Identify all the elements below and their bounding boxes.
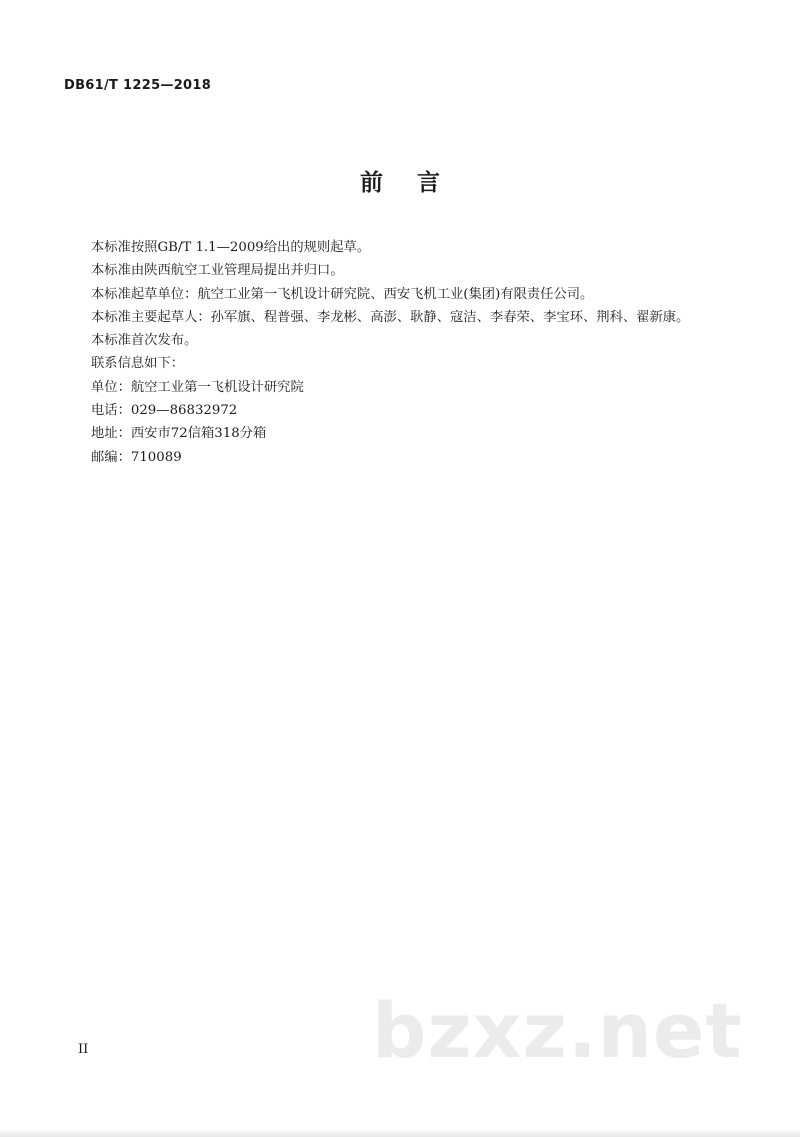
page-number: II: [78, 1042, 89, 1057]
paragraph-drafting-units: 本标准起草单位：航空工业第一飞机设计研究院、西安飞机工业(集团)有限责任公司。: [91, 286, 594, 302]
title-char-2: 言: [417, 170, 440, 196]
page-bottom-edge: [0, 1129, 800, 1137]
standard-code: DB61/T 1225—2018: [64, 78, 212, 93]
title-char-1: 前: [360, 170, 383, 196]
contact-phone: 电话：029—86832972: [91, 403, 238, 419]
paragraph-first-release: 本标准首次发布。: [91, 333, 198, 349]
paragraph-drafters: 本标准主要起草人：孙军旗、程普强、李龙彬、高澎、耿静、寇洁、李春荣、李宝环、荆科、翟新康。: [91, 309, 690, 325]
foreword-body: [64, 236, 724, 469]
contact-address: 地址：西安市72信箱318分箱: [91, 426, 267, 442]
paragraph-proposer: 本标准由陕西航空工业管理局提出并归口。: [91, 263, 344, 279]
contact-unit: 单位：航空工业第一飞机设计研究院: [91, 379, 304, 395]
page-title: [0, 164, 800, 197]
paragraph-drafting-rules: 本标准按照GB/T 1.1—2009给出的规则起草。: [91, 240, 371, 255]
contact-heading: 联系信息如下：: [91, 356, 185, 372]
watermark: bzxz.net: [372, 986, 743, 1075]
contact-postcode: 邮编：710089: [91, 449, 182, 465]
